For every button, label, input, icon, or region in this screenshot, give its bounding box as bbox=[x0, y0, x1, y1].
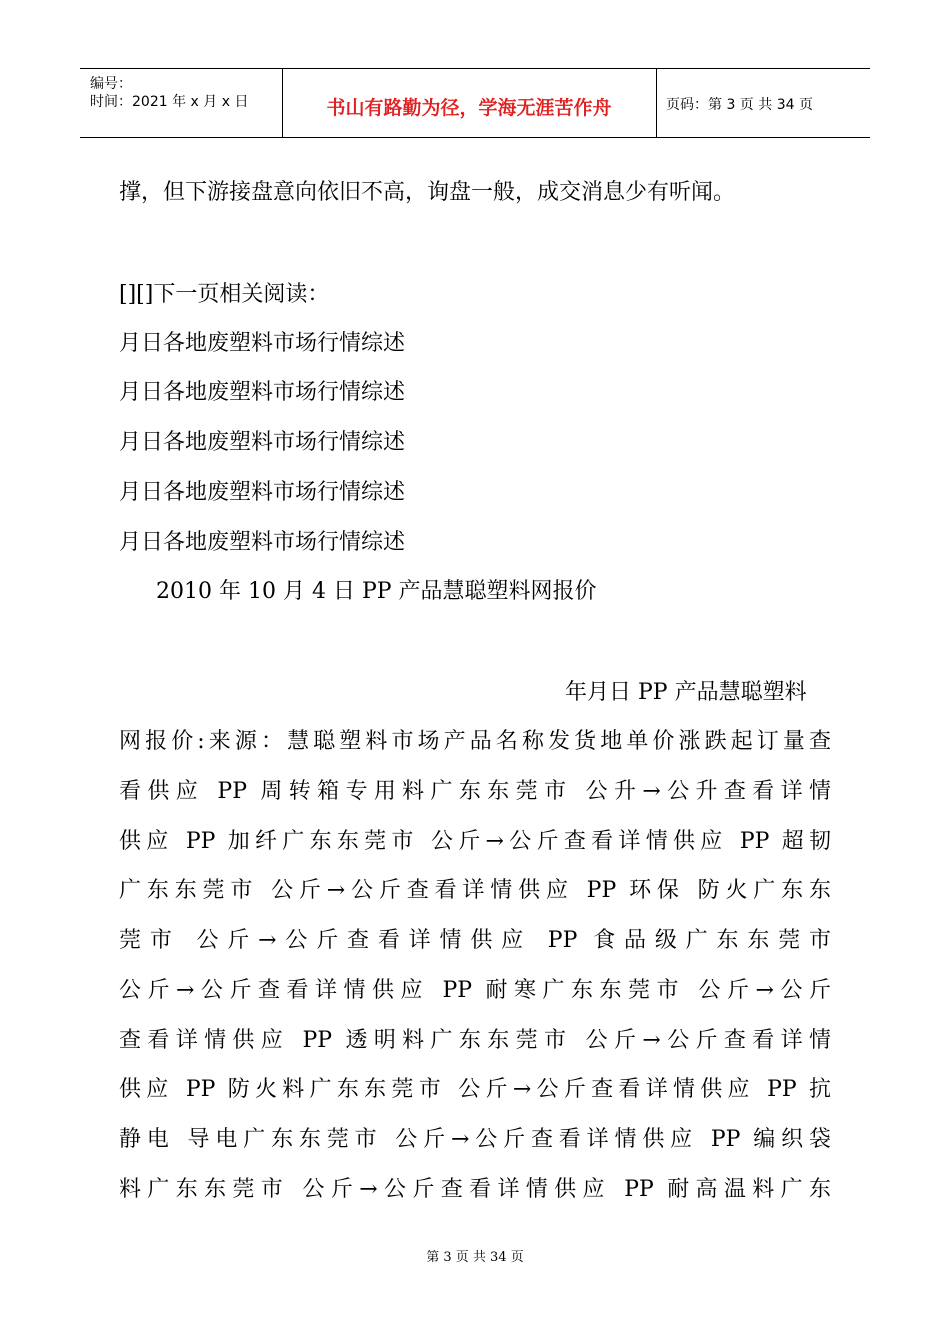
body-line: 静电 导电广东东莞市 公斤→公斤查看详情供应 PP 编织袋 bbox=[119, 1127, 831, 1152]
body-line: 撑，但下游接盘意向依旧不高，询盘一般，成交消息少有听闻。 bbox=[119, 180, 736, 205]
body-line: 看供应 PP 周转箱专用料广东东莞市 公升→公升查看详情 bbox=[119, 779, 831, 804]
header-number-label: 编号： bbox=[90, 76, 132, 92]
header-motto: 书山有路勤为径，学海无涯苦作舟 bbox=[326, 97, 612, 119]
body-line: 料广东东莞市 公斤→公斤查看详情供应 PP 耐高温料广东 bbox=[119, 1177, 831, 1202]
header-page-label: 页码：第 3 页 共 34 页 bbox=[666, 97, 813, 113]
article-title: 2010 年 10 月 4 日 PP 产品慧聪塑料网报价 bbox=[156, 579, 597, 604]
related-reading-item: 月日各地废塑料市场行情综述 bbox=[119, 380, 406, 405]
related-reading-item: 月日各地废塑料市场行情综述 bbox=[119, 331, 406, 356]
body-line: 查看详情供应 PP 透明料广东东莞市 公斤→公斤查看详情 bbox=[119, 1028, 831, 1053]
page-header bbox=[80, 68, 870, 138]
body-line: 公斤→公斤查看详情供应 PP 耐寒广东东莞市 公斤→公斤 bbox=[119, 978, 831, 1003]
related-reading-item: 月日各地废塑料市场行情综述 bbox=[119, 430, 406, 455]
body-line: 年月日 PP 产品慧聪塑料 bbox=[565, 680, 807, 705]
header-time-label: 时间：2021 年 x 月 x 日 bbox=[90, 94, 249, 110]
header-divider bbox=[656, 69, 657, 137]
body-line: 莞市 公斤→公斤查看详情供应 PP 食品级广东东莞市 bbox=[119, 928, 831, 953]
related-reading-heading: [][]下一页相关阅读： bbox=[119, 282, 330, 307]
body-line: 网报价:来源：慧聪塑料市场产品名称发货地单价涨跌起订量查 bbox=[119, 729, 831, 754]
body-line: 广东东莞市 公斤→公斤查看详情供应 PP 环保 防火广东东 bbox=[119, 878, 831, 903]
body-line: 供应 PP 加纤广东东莞市 公斤→公斤查看详情供应 PP 超韧 bbox=[119, 829, 831, 854]
related-reading-item: 月日各地废塑料市场行情综述 bbox=[119, 480, 406, 505]
page-footer: 第 3 页 共 34 页 bbox=[426, 1250, 524, 1265]
body-line: 供应 PP 防火料广东东莞市 公斤→公斤查看详情供应 PP 抗 bbox=[119, 1077, 831, 1102]
related-reading-item: 月日各地废塑料市场行情综述 bbox=[119, 530, 406, 555]
